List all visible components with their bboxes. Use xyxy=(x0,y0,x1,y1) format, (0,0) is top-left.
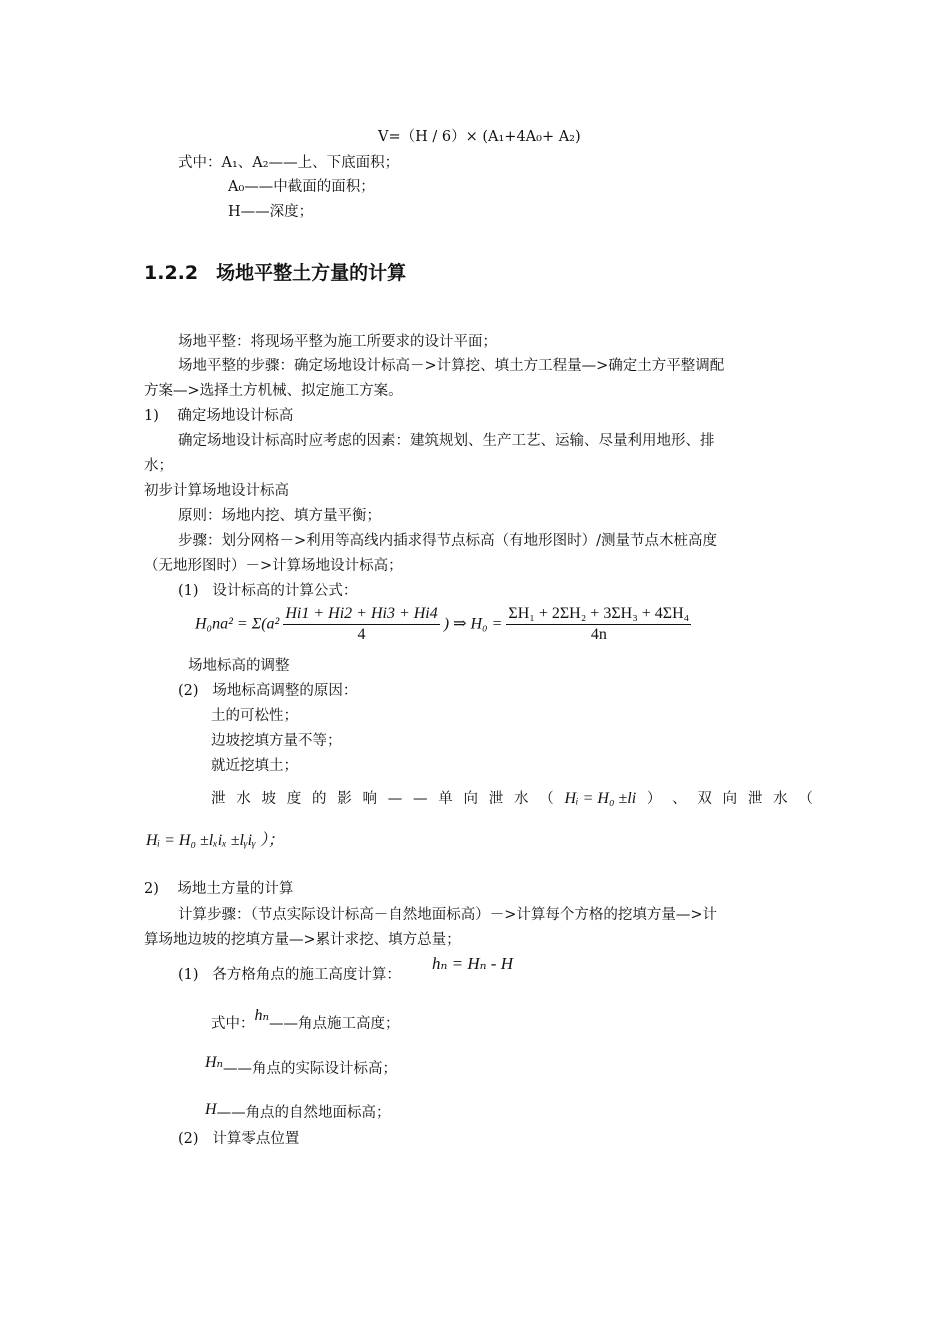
paragraph: 方案—>选择土方机械、拟定施工方案。 xyxy=(144,383,403,399)
word: （ xyxy=(798,791,813,807)
where-label: 式中： xyxy=(211,1016,255,1032)
eq1-fraction xyxy=(283,604,439,645)
word: 的 xyxy=(312,791,327,807)
equation-design-elevation xyxy=(195,604,691,645)
where-line-3: H——深度； xyxy=(228,204,314,220)
paragraph: 水； xyxy=(144,458,173,474)
list-item: 2) 场地土方量的计算 xyxy=(144,881,294,897)
paragraph: 算场地边坡的挖填方量—>累计求挖、填方总量； xyxy=(144,932,461,948)
paragraph: 步骤：划分网格－>利用等高线内插求得节点标高（有地形图时）/测量节点木桩高度 xyxy=(178,533,718,549)
symbol: Hₙ xyxy=(205,1054,224,1071)
reason-item: 就近挖填土； xyxy=(211,758,298,774)
eq1-right-fraction xyxy=(506,604,691,645)
list-item: 1) 确定场地设计标高 xyxy=(144,408,294,424)
section-title: 场地平整土方量的计算 xyxy=(216,262,407,284)
sub-item: (2) 场地标高调整的原因： xyxy=(178,683,358,699)
symbol: hₙ xyxy=(254,1007,269,1024)
word: 坡 xyxy=(261,791,276,807)
where-design-elevation xyxy=(205,1054,398,1078)
symbol: H xyxy=(205,1101,217,1118)
where-text: ——角点的实际设计标高； xyxy=(223,1061,398,1077)
word: 水 xyxy=(514,791,529,807)
paragraph: （无地形图时）－>计算场地设计标高； xyxy=(144,558,403,574)
where-text: ——角点施工高度； xyxy=(268,1016,400,1032)
word: 单 xyxy=(438,791,453,807)
word: 影 xyxy=(337,791,352,807)
reason-item: 土的可松性； xyxy=(211,708,298,724)
where-construction-height xyxy=(211,1007,400,1033)
where-line-2: A₀——中截面的面积； xyxy=(228,179,375,195)
paragraph: 计算步骤：（节点实际设计标高－自然地面标高）－>计算每个方格的挖填方量—>计 xyxy=(178,907,718,923)
where-text: ——角点的自然地面标高； xyxy=(216,1105,391,1121)
paragraph: 场地标高的调整 xyxy=(188,658,290,674)
reason-drainage-line xyxy=(211,790,813,808)
eq1-right-denominator: 4n xyxy=(590,626,607,643)
word: 双 xyxy=(697,791,712,807)
single-slope-formula: Hᵢ = H₀ ±li xyxy=(564,790,637,807)
word: 泄 xyxy=(211,791,226,807)
where-line-1: 式中：A₁、A₂——上、下底面积； xyxy=(178,155,400,171)
volume-formula: V=（H / 6）× (A₁+4A₀+ A₂) xyxy=(378,129,581,145)
eq1-left: H₀na² = Σ(a² xyxy=(195,615,280,633)
word: 、 xyxy=(672,791,687,807)
paragraph: 场地平整：将现场平整为施工所要求的设计平面； xyxy=(178,334,497,350)
paragraph: 场地平整的步骤：确定场地设计标高－>计算挖、填土方工程量—>确定土方平整调配 xyxy=(178,358,725,374)
word: 泄 xyxy=(488,791,504,807)
word: 水 xyxy=(773,791,788,807)
sub-item: (1) 设计标高的计算公式： xyxy=(178,583,358,599)
eq1-right-numerator: ΣH₁ + 2ΣH₂ + 3ΣH₃ + 4ΣH₄ xyxy=(506,604,691,625)
sub-item: (1) 各方格角点的施工高度计算： xyxy=(178,967,401,983)
word: 向 xyxy=(722,791,738,807)
double-slope-formula: Hᵢ = H₀ ±lₓiₓ ±lᵧiᵧ ）； xyxy=(146,832,284,849)
section-number: 1.2.2 xyxy=(144,262,199,284)
paragraph: 初步计算场地设计标高 xyxy=(144,483,289,499)
paragraph: 原则：场地内挖、填方量平衡； xyxy=(178,508,381,524)
eq1-denominator: 4 xyxy=(357,626,366,643)
word: — xyxy=(413,791,428,807)
word: 向 xyxy=(463,791,478,807)
word: 响 xyxy=(362,791,377,807)
word: — xyxy=(387,791,403,807)
construction-height-formula: hₙ = Hₙ - H xyxy=(432,954,513,973)
word: 水 xyxy=(236,791,251,807)
eq1-implies: ) ⇒ H₀ = xyxy=(443,615,503,633)
word: （ xyxy=(539,791,554,807)
sub-item: (2) 计算零点位置 xyxy=(178,1131,300,1147)
eq1-numerator: Hi1 + Hi2 + Hi3 + Hi4 xyxy=(283,604,439,625)
section-heading xyxy=(144,258,406,285)
where-natural-elevation xyxy=(205,1101,391,1122)
reason-item: 边坡挖填方量不等； xyxy=(211,733,342,749)
paragraph: 确定场地设计标高时应考虑的因素：建筑规划、生产工艺、运输、尽量利用地形、排 xyxy=(178,433,715,449)
word: 泄 xyxy=(747,791,763,807)
word: ） xyxy=(646,791,662,807)
word: 度 xyxy=(286,791,302,807)
